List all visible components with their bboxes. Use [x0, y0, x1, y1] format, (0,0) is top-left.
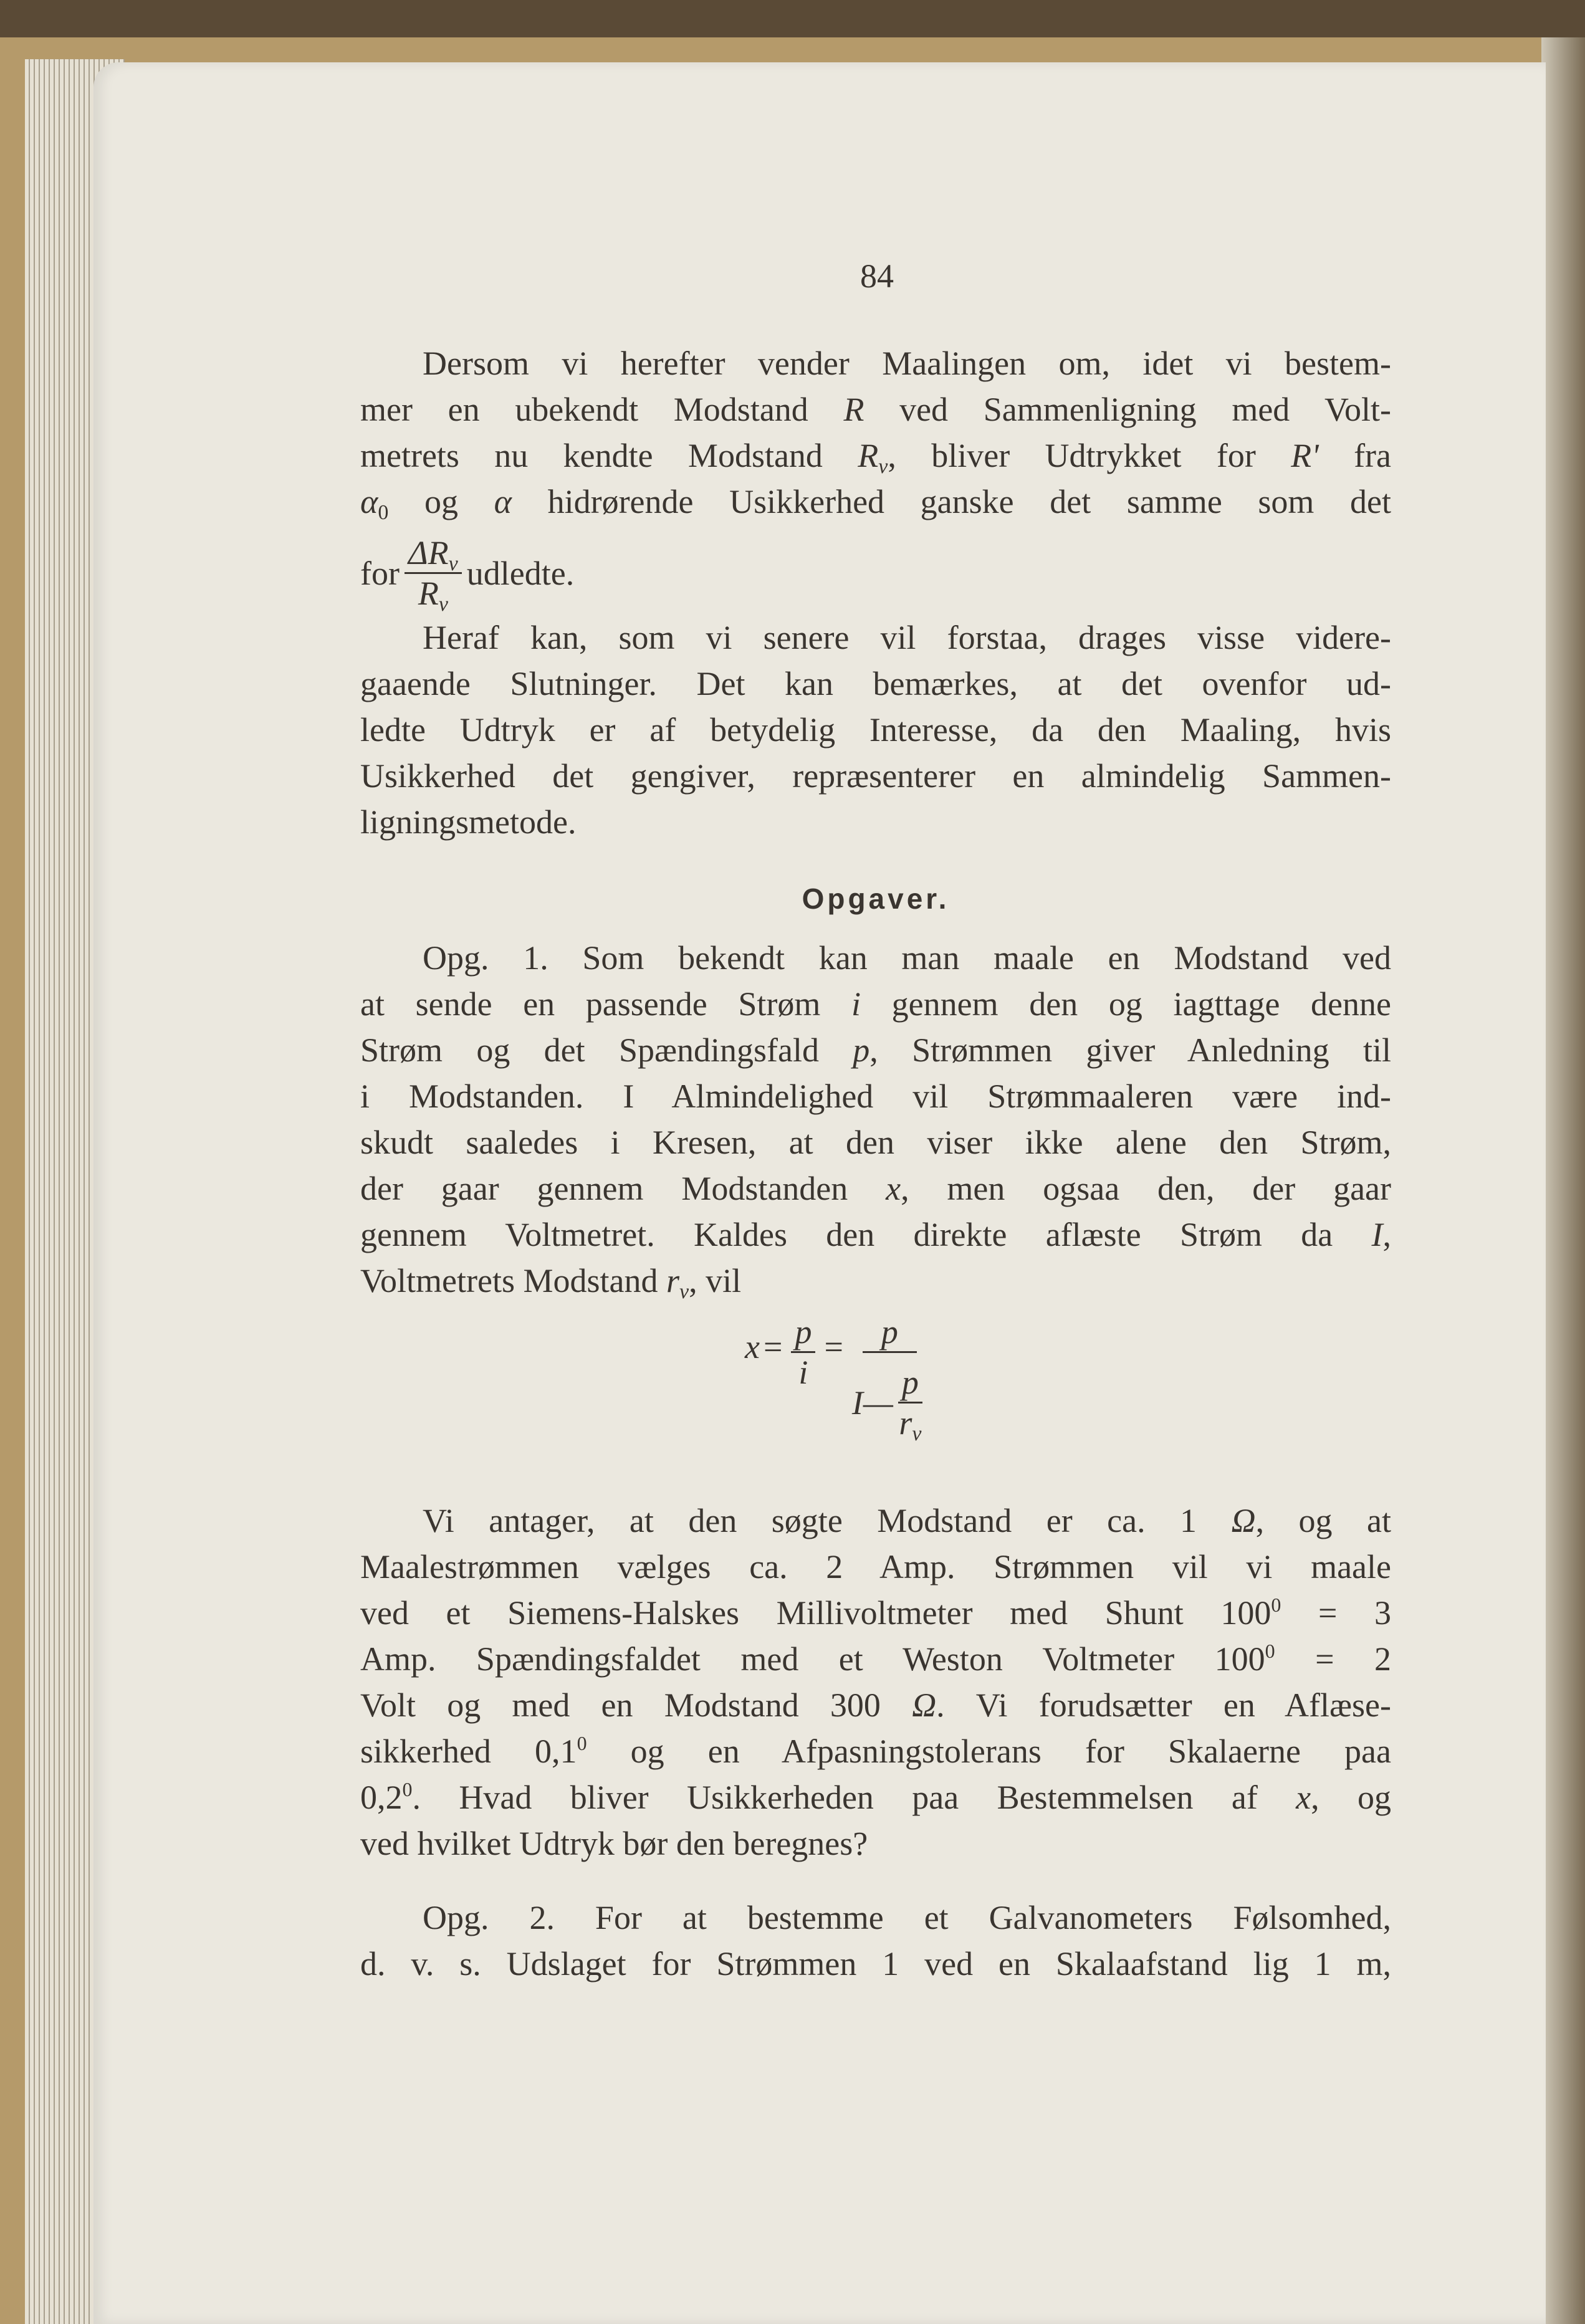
math-symbol: v — [878, 455, 888, 478]
math-symbol: x — [886, 1170, 901, 1207]
text-run: , men ogsaa den, der gaar — [901, 1170, 1391, 1207]
f2-numerator: p — [863, 1315, 917, 1353]
f3-denominator-sub: v — [912, 1422, 922, 1445]
text-run: metrets nu kendte Modstand — [360, 437, 858, 474]
text-run: hidrørende Usikkerhed ganske det samme som det — [511, 483, 1392, 520]
text-run: ledte Udtryk er af betydelig Interesse, da den Maaling, hvis — [360, 711, 1391, 748]
text-run: skudt saaledes i Kresen, at den viser ikke alene den Strøm, — [360, 1124, 1391, 1161]
paragraph-3 — [360, 1498, 1391, 1867]
text-line — [360, 1498, 1391, 1544]
text-run: , bliver Udtrykket for — [888, 437, 1291, 474]
f2-denominator-left: I— — [851, 1384, 893, 1422]
text-run: Maalestrømmen vælges ca. 2 Amp. Strømmen vil vi maale — [360, 1548, 1391, 1585]
text-line — [360, 479, 1391, 525]
numerator-sub: v — [448, 552, 458, 575]
math-symbol: I — [1371, 1216, 1383, 1253]
delta-rv-over-rv-fraction — [405, 534, 462, 616]
p-over-rv-fraction — [898, 1364, 922, 1445]
text-run: = 2 — [1275, 1640, 1391, 1678]
text-run: gennem den og iagttage denne — [861, 985, 1391, 1023]
text-line — [360, 1119, 1391, 1165]
text-run: Vi antager, at den søgte Modstand er ca. 1 — [423, 1502, 1232, 1539]
math-symbol: x — [1296, 1779, 1311, 1816]
text-run: Amp. Spændingsfaldet med et Weston Voltmeter 100 — [360, 1640, 1265, 1678]
text-run: Heraf kan, som vi senere vil forstaa, drages visse videre- — [423, 619, 1391, 656]
denominator: R — [418, 575, 439, 612]
text-run: ved hvilket Udtryk bør den beregnes? — [360, 1825, 868, 1862]
text-line — [360, 1212, 1391, 1258]
fraction-line-before: for — [360, 554, 400, 592]
fraction-line-after: udledte. — [466, 554, 575, 592]
text-run: Opg. 1. Som bekendt kan man maale en Modstand ved — [423, 939, 1391, 977]
paragraph-2 — [360, 614, 1391, 845]
formula-lhs: x — [745, 1328, 760, 1365]
text-run: , og at — [1255, 1502, 1391, 1539]
math-symbol: v — [679, 1280, 689, 1303]
page-number: 84 — [860, 257, 894, 295]
math-symbol: R' — [1291, 437, 1319, 474]
text-line — [360, 340, 1391, 386]
text-line — [360, 799, 1391, 845]
text-line — [360, 433, 1391, 479]
text-run: mer en ubekendt Modstand — [360, 391, 844, 428]
text-run: 0,2 — [360, 1779, 403, 1816]
text-line — [360, 1590, 1391, 1636]
equals-sign: = — [763, 1328, 783, 1365]
text-run: Dersom vi herefter vender Maalingen om, idet vi bestem- — [423, 345, 1391, 382]
text-line — [360, 614, 1391, 661]
text-run: , — [1382, 1216, 1391, 1253]
text-run: Usikkerhed det gengiver, repræsenterer en almindelig Sammen- — [360, 757, 1391, 795]
text-run: d. v. s. Udslaget for Strømmen 1 ved en Skalaafstand lig 1 m, — [360, 1945, 1391, 1982]
text-run: 0 — [402, 1778, 413, 1800]
fraction-line — [360, 534, 575, 616]
paragraph-1 — [360, 340, 1391, 525]
math-symbol: R — [858, 437, 879, 474]
text-run: der gaar gennem Modstanden — [360, 1170, 886, 1207]
denominator-sub: v — [438, 593, 448, 616]
formula — [745, 1313, 932, 1445]
math-symbol: α — [360, 483, 378, 520]
text-run: Strøm og det Spændingsfald — [360, 1031, 853, 1069]
text-run: 0 — [1271, 1594, 1281, 1616]
f3-denominator: r — [899, 1404, 912, 1442]
text-line — [360, 1820, 1391, 1867]
p-over-compound-fraction — [851, 1313, 927, 1445]
text-run: , vil — [689, 1262, 742, 1299]
book-spine-edge — [1541, 37, 1585, 2324]
text-line — [360, 1165, 1391, 1212]
text-run: Voltmetrets Modstand — [360, 1262, 666, 1299]
math-symbol: Ω — [912, 1686, 937, 1724]
text-run: 0 — [378, 501, 389, 524]
text-run: og — [388, 483, 494, 520]
text-line — [360, 981, 1391, 1027]
f3-numerator: p — [898, 1365, 922, 1403]
p-over-i-fraction — [791, 1315, 815, 1389]
text-line — [360, 1027, 1391, 1073]
text-run: sikkerhed 0,1 — [360, 1733, 577, 1770]
text-run: i Modstanden. I Almindelighed vil Strømmaaleren være ind- — [360, 1078, 1391, 1115]
text-run: , og — [1311, 1779, 1392, 1816]
text-run: ligningsmetode. — [360, 803, 577, 841]
text-line — [360, 707, 1391, 753]
text-run: , Strømmen giver Anledning til — [869, 1031, 1391, 1069]
text-line — [360, 1774, 1391, 1820]
text-run: ved Sammenligning med Volt- — [864, 391, 1391, 428]
f1-numerator: p — [791, 1315, 815, 1353]
text-line — [360, 753, 1391, 799]
text-line — [360, 1636, 1391, 1682]
math-symbol: r — [666, 1262, 679, 1299]
text-run: 0 — [1265, 1640, 1275, 1662]
text-run: . Hvad bliver Usikkerheden paa Bestemmelsen af — [412, 1779, 1296, 1816]
math-symbol: α — [494, 483, 512, 520]
text-run: 0 — [577, 1732, 587, 1754]
text-run: fra — [1318, 437, 1392, 474]
text-line — [360, 1073, 1391, 1119]
text-run: Volt og med en Modstand 300 — [360, 1686, 912, 1724]
text-run: Opg. 2. For at bestemme et Galvanometers Følsomhed, — [423, 1899, 1391, 1936]
numerator: ΔR — [408, 534, 449, 571]
text-run: og en Afpasningstolerans for Skalaerne paa — [587, 1733, 1391, 1770]
text-run: = 3 — [1281, 1594, 1391, 1632]
text-line — [360, 1544, 1391, 1590]
section-heading: Opgaver. — [802, 882, 950, 915]
exercise-2 — [360, 1895, 1391, 1987]
math-symbol: p — [853, 1031, 870, 1069]
text-line — [360, 1258, 1391, 1304]
text-line — [360, 386, 1391, 433]
text-line — [360, 1895, 1391, 1941]
equals-sign-2: = — [824, 1328, 843, 1365]
text-run: gennem Voltmetret. Kaldes den direkte aflæste Strøm da — [360, 1216, 1372, 1253]
math-symbol: R — [843, 391, 864, 428]
math-symbol: Ω — [1231, 1502, 1256, 1539]
f1-denominator: i — [798, 1354, 808, 1391]
math-symbol: i — [851, 985, 861, 1023]
text-line — [360, 661, 1391, 707]
text-run: at sende en passende Strøm — [360, 985, 852, 1023]
text-line — [360, 935, 1391, 981]
text-run: . Vi forudsætter en Aflæse- — [936, 1686, 1392, 1724]
exercise-1 — [360, 935, 1391, 1304]
text-run: gaaende Slutninger. Det kan bemærkes, at det ovenfor ud- — [360, 665, 1391, 702]
text-run: ved et Siemens-Halskes Millivoltmeter med Shunt 100 — [360, 1594, 1271, 1632]
text-line — [360, 1728, 1391, 1774]
text-line — [360, 1941, 1391, 1987]
text-line — [360, 1682, 1391, 1728]
